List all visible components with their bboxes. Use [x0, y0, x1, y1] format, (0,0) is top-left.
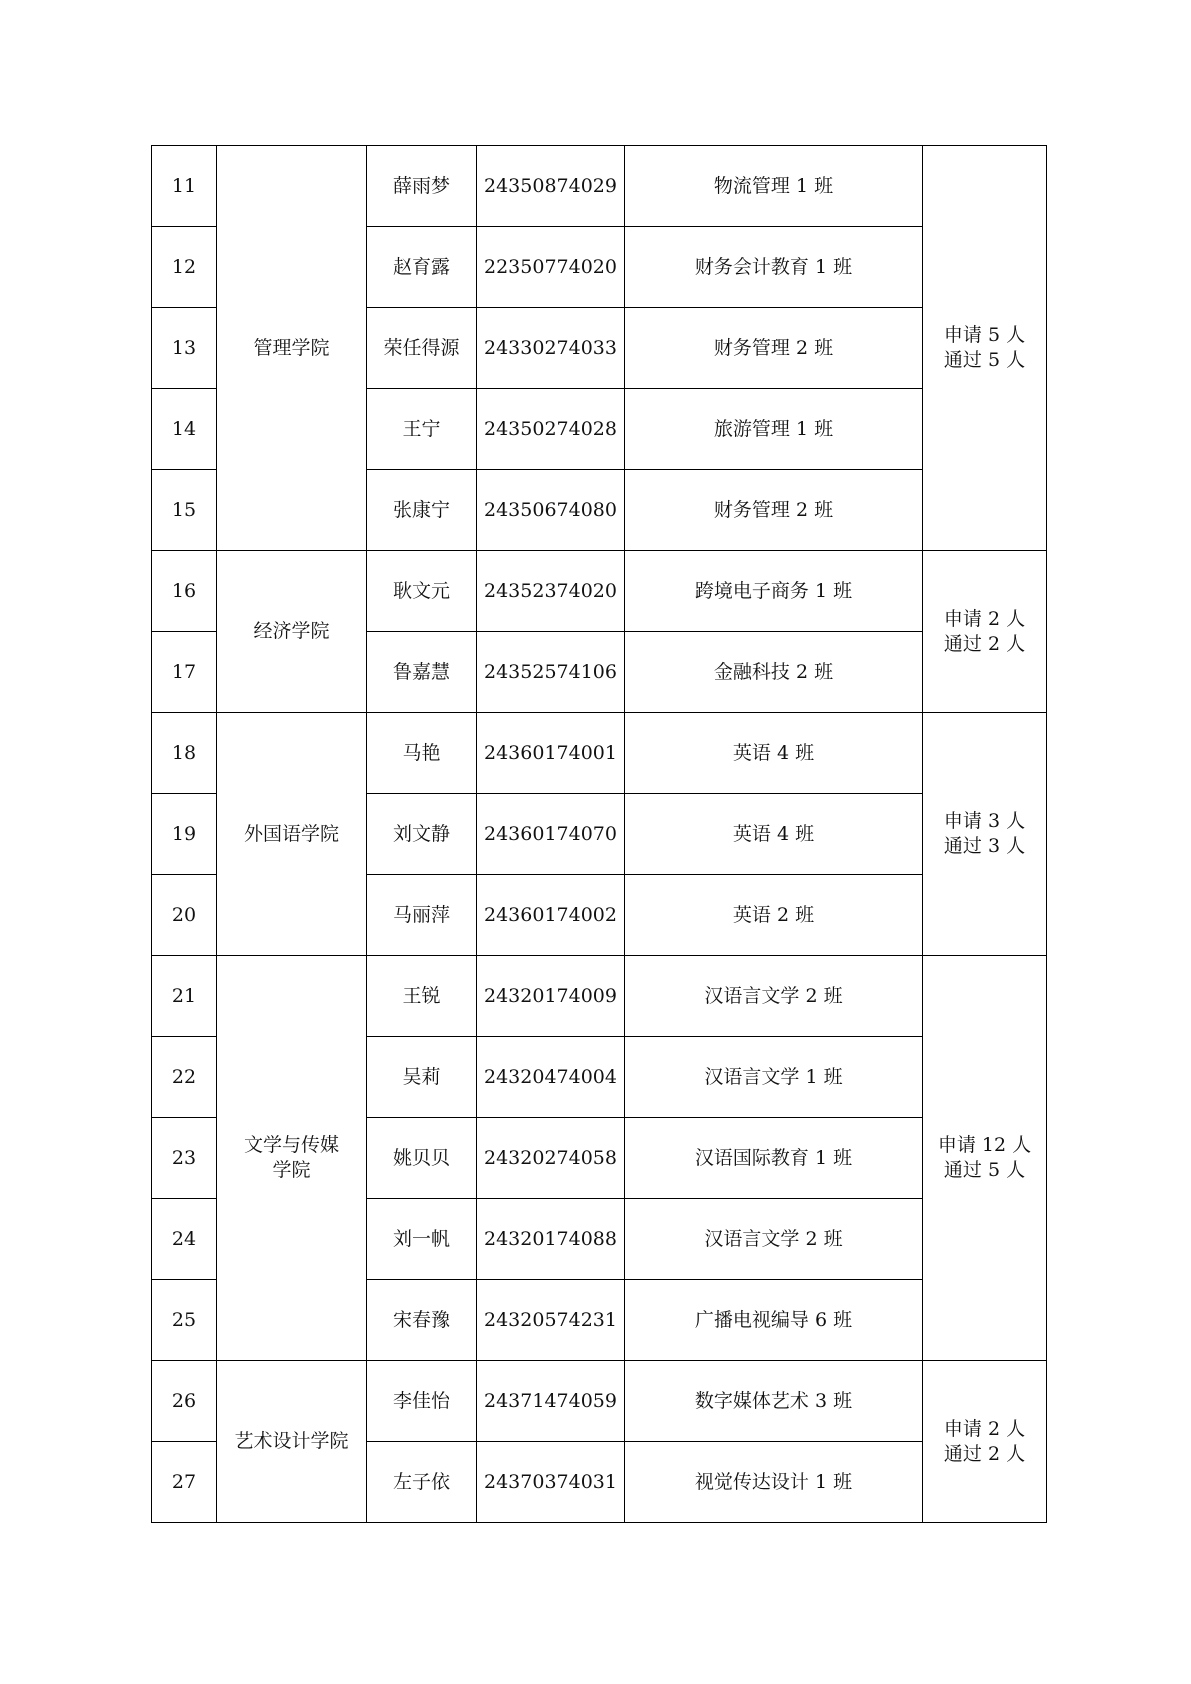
student-id-cell: 24350674080: [477, 470, 625, 551]
college-cell: [217, 1361, 367, 1523]
student-name-cell: 左子依: [367, 1442, 477, 1523]
college-cell-line: 外国语学院: [243, 822, 339, 845]
college-cell: [217, 146, 367, 551]
table-row: [152, 551, 1047, 632]
table-row: [152, 1361, 1047, 1442]
college-cell: [217, 713, 367, 956]
student-id-cell: 24320174088: [477, 1199, 625, 1280]
summary-cell-line: 申请 2 人: [943, 607, 1026, 630]
summary-cell-line: 申请 12 人: [937, 1134, 1032, 1156]
class-cell: 英语 4 班: [625, 794, 923, 875]
class-cell: 英语 2 班: [625, 875, 923, 956]
student-name-cell: 王宁: [367, 389, 477, 470]
student-name-cell: 王锐: [367, 956, 477, 1037]
row-number-cell: 12: [152, 227, 217, 308]
college-cell-line: 管理学院: [253, 336, 330, 359]
summary-cell-line: 申请 5 人: [943, 324, 1026, 346]
student-id-cell: 22350774020: [477, 227, 625, 308]
row-number-cell: 23: [152, 1118, 217, 1199]
row-number-cell: 11: [152, 146, 217, 227]
class-cell: 财务会计教育 1 班: [625, 227, 923, 308]
summary-cell-line: 通过 2 人: [943, 1442, 1026, 1465]
student-id-cell: 24371474059: [477, 1361, 625, 1442]
student-name-cell: 薛雨梦: [367, 146, 477, 227]
summary-cell-line: 通过 3 人: [943, 835, 1026, 857]
student-id-cell: 24370374031: [477, 1442, 625, 1523]
row-number-cell: 20: [152, 875, 217, 956]
summary-cell-line: 通过 5 人: [943, 349, 1026, 371]
row-number-cell: 27: [152, 1442, 217, 1523]
summary-cell: [923, 956, 1047, 1361]
table-body: [152, 146, 1047, 1523]
student-name-cell: 张康宁: [367, 470, 477, 551]
row-number-cell: 22: [152, 1037, 217, 1118]
class-cell: 汉语言文学 2 班: [625, 1199, 923, 1280]
table-row: [152, 713, 1047, 794]
class-cell: 汉语国际教育 1 班: [625, 1118, 923, 1199]
class-cell: 财务管理 2 班: [625, 470, 923, 551]
row-number-cell: 19: [152, 794, 217, 875]
college-cell: [217, 956, 367, 1361]
row-number-cell: 17: [152, 632, 217, 713]
class-cell: 财务管理 2 班: [625, 308, 923, 389]
summary-cell: [923, 713, 1047, 956]
student-id-cell: 24360174070: [477, 794, 625, 875]
student-id-cell: 24330274033: [477, 308, 625, 389]
student-name-cell: 耿文元: [367, 551, 477, 632]
student-name-cell: 马丽萍: [367, 875, 477, 956]
summary-cell: [923, 1361, 1047, 1523]
college-cell-line: 学院: [272, 1159, 311, 1181]
summary-cell-line: 通过 5 人: [943, 1159, 1026, 1181]
class-cell: 视觉传达设计 1 班: [625, 1442, 923, 1523]
student-id-cell: 24320574231: [477, 1280, 625, 1361]
class-cell: 汉语言文学 2 班: [625, 956, 923, 1037]
table-row: [152, 956, 1047, 1037]
student-id-cell: 24352574106: [477, 632, 625, 713]
student-list-table: [151, 145, 1047, 1523]
student-name-cell: 宋春豫: [367, 1280, 477, 1361]
student-id-cell: 24320474004: [477, 1037, 625, 1118]
student-name-cell: 赵育露: [367, 227, 477, 308]
student-name-cell: 鲁嘉慧: [367, 632, 477, 713]
row-number-cell: 18: [152, 713, 217, 794]
class-cell: 数字媒体艺术 3 班: [625, 1361, 923, 1442]
class-cell: 物流管理 1 班: [625, 146, 923, 227]
college-cell: [217, 551, 367, 713]
class-cell: 旅游管理 1 班: [625, 389, 923, 470]
row-number-cell: 24: [152, 1199, 217, 1280]
row-number-cell: 16: [152, 551, 217, 632]
summary-cell: [923, 146, 1047, 551]
student-name-cell: 刘文静: [367, 794, 477, 875]
student-name-cell: 姚贝贝: [367, 1118, 477, 1199]
college-cell-line: 经济学院: [253, 620, 330, 642]
college-cell-line: 艺术设计学院: [234, 1430, 349, 1452]
table-row: [152, 146, 1047, 227]
college-cell-line: 文学与传媒: [243, 1134, 339, 1156]
summary-cell-line: 申请 2 人: [943, 1417, 1026, 1440]
student-name-cell: 李佳怡: [367, 1361, 477, 1442]
class-cell: 广播电视编导 6 班: [625, 1280, 923, 1361]
class-cell: 汉语言文学 1 班: [625, 1037, 923, 1118]
class-cell: 金融科技 2 班: [625, 632, 923, 713]
summary-cell-line: 通过 2 人: [943, 632, 1026, 655]
student-id-cell: 24350874029: [477, 146, 625, 227]
summary-cell-line: 申请 3 人: [943, 810, 1026, 832]
student-id-cell: 24360174001: [477, 713, 625, 794]
student-id-cell: 24350274028: [477, 389, 625, 470]
row-number-cell: 13: [152, 308, 217, 389]
student-name-cell: 吴莉: [367, 1037, 477, 1118]
row-number-cell: 26: [152, 1361, 217, 1442]
class-cell: 英语 4 班: [625, 713, 923, 794]
row-number-cell: 21: [152, 956, 217, 1037]
student-name-cell: 马艳: [367, 713, 477, 794]
student-id-cell: 24320274058: [477, 1118, 625, 1199]
row-number-cell: 14: [152, 389, 217, 470]
student-id-cell: 24360174002: [477, 875, 625, 956]
student-name-cell: 荣任得源: [367, 308, 477, 389]
student-id-cell: 24320174009: [477, 956, 625, 1037]
student-id-cell: 24352374020: [477, 551, 625, 632]
summary-cell: [923, 551, 1047, 713]
student-name-cell: 刘一帆: [367, 1199, 477, 1280]
class-cell: 跨境电子商务 1 班: [625, 551, 923, 632]
row-number-cell: 25: [152, 1280, 217, 1361]
row-number-cell: 15: [152, 470, 217, 551]
